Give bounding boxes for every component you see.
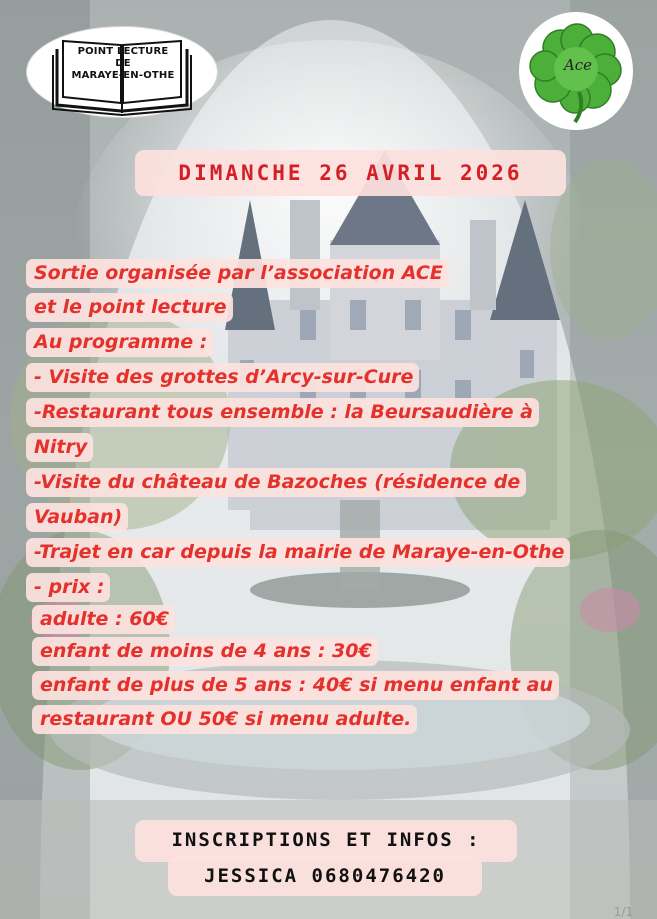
program-line: -Restaurant tous ensemble : la Beursaudière à — [26, 398, 539, 427]
program-line: enfant de plus de 5 ans : 40€ si menu enfant au — [32, 671, 559, 700]
event-date: DIMANCHE 26 AVRIL 2026 — [178, 161, 523, 185]
logo-line-3: MARAYE-EN-OTHE — [71, 70, 175, 81]
program-line: Nitry — [26, 433, 93, 462]
program-line: -Visite du château de Bazoches (résidence de — [26, 468, 526, 497]
program-line: Sortie organisée par l’association ACE — [26, 259, 449, 288]
program-line: -Trajet en car depuis la mairie de Maraye-en-Othe — [26, 538, 570, 567]
program-line: - Visite des grottes d’Arcy-sur-Cure — [26, 363, 419, 392]
logo-line-1: POINT LECTURE — [77, 46, 169, 57]
program-line: - prix : — [26, 573, 110, 602]
contact-phone: JESSICA 0680476420 — [204, 865, 446, 887]
page-indicator: 1/1 — [613, 905, 633, 919]
point-lecture-logo — [27, 27, 217, 117]
program-line: adulte : 60€ — [32, 605, 175, 634]
program-block — [26, 259, 646, 739]
program-line: restaurant OU 50€ si menu adulte. — [32, 705, 417, 734]
event-date-banner — [135, 150, 566, 196]
ace-logo-text: Ace — [563, 56, 593, 74]
ace-association-logo — [519, 12, 633, 130]
registration-heading: INSCRIPTIONS ET INFOS : — [171, 829, 481, 851]
contact-banner-2 — [168, 856, 482, 896]
program-line: Au programme : — [26, 328, 213, 357]
logo-line-2: DE — [115, 58, 131, 69]
program-line: et le point lecture — [26, 293, 233, 322]
program-line: Vauban) — [26, 503, 128, 532]
program-line: enfant de moins de 4 ans : 30€ — [32, 637, 378, 666]
